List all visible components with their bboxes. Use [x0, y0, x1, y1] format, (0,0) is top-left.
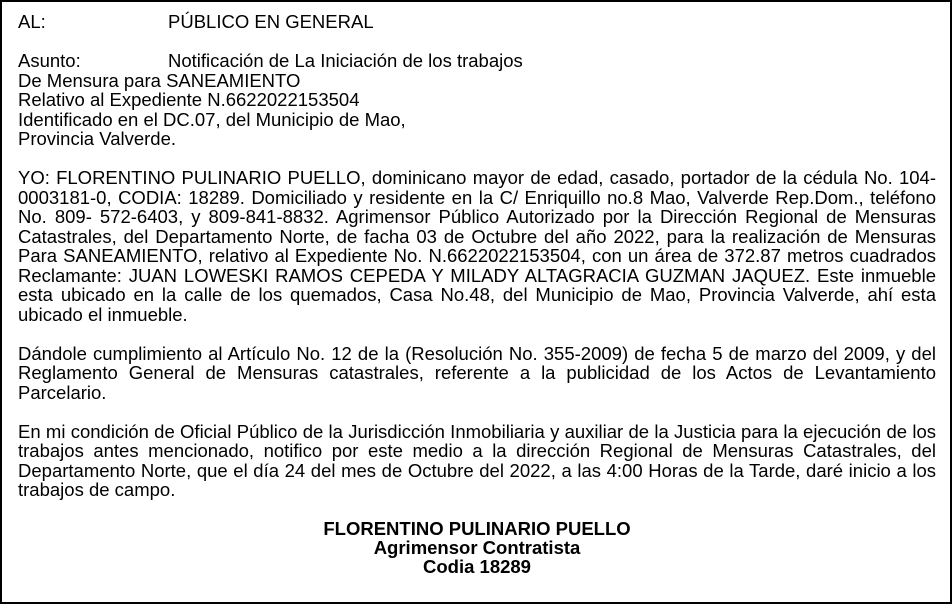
signer-title: Agrimensor Contratista — [373, 536, 581, 558]
subject-line: Provincia Valverde. — [18, 128, 177, 149]
signer-codia: Codia 18289 — [423, 555, 531, 577]
notification-paragraph: En mi condición de Oficial Público de la Jurisdicción Inmobiliaria y auxiliar de la Justicia para la ejecución de los trabajos antes mencionado, notifico por este medio a la dirección Regional de Mensuras Catastrales, del Departamento Norte, que el día 24 del mes de Octubre del 2022, a las 4:00 Horas de la Tarde, daré inicio a los trabajos de campo. — [18, 420, 936, 500]
subject-line: Identificado en el DC.07, del Municipio de Mao, — [18, 108, 406, 130]
subject-label: Asunto: — [18, 50, 81, 71]
legal-basis-paragraph: Dándole cumplimiento al Artículo No. 12 de la (Resolución No. 355-2009) de fecha 5 de marzo del 2009, y del Reglamento General de Mensuras catastrales, referente a la publicidad de los Actos de Levantamiento Parcelario. — [18, 342, 936, 403]
subject-line: De Mensura para SANEAMIENTO — [18, 69, 301, 91]
subject-line: Notificación de La Iniciación de los trabajos — [168, 50, 523, 71]
subject-line: Relativo al Expediente N.6622022153504 — [18, 89, 360, 110]
signer-name: FLORENTINO PULINARIO PUELLO — [323, 517, 631, 539]
signature-block — [18, 519, 936, 576]
recipient-label: AL: — [18, 11, 46, 32]
recipient-value: PÚBLICO EN GENERAL — [168, 11, 374, 32]
declaration-paragraph: YO: FLORENTINO PULINARIO PUELLO, dominicano mayor de edad, casado, portador de la cédula No. 104-0003181-0, CODIA: 18289. Domiciliado y residente en la C/ Enriquillo no.8 Mao, Valverde Rep.Dom., teléfono No. 809- 572-6403, y 809-841-8832. Agrimensor Público Autorizado por la Dirección Regional de Mensuras Catastrales, del Departamento Norte, de facha 03 de Octubre del año 2022, para la realización de Mensuras Para SANEAMIENTO, relativo al Expediente No. N.6622022153504, con un área de 372.87 metros cuadrados Reclamante: JUAN LOWESKI RAMOS CEPEDA Y MILADY ALTAGRACIA GUZMAN JAQUEZ. Este inmueble esta ubicado en la calle de los quemados, Casa No.48, del Municipio de Mao, Provincia Valverde, ahí esta ubicado el inmueble. — [18, 167, 936, 325]
recipient-row — [18, 12, 936, 32]
subject-row — [18, 51, 936, 71]
subject-block — [18, 51, 936, 149]
